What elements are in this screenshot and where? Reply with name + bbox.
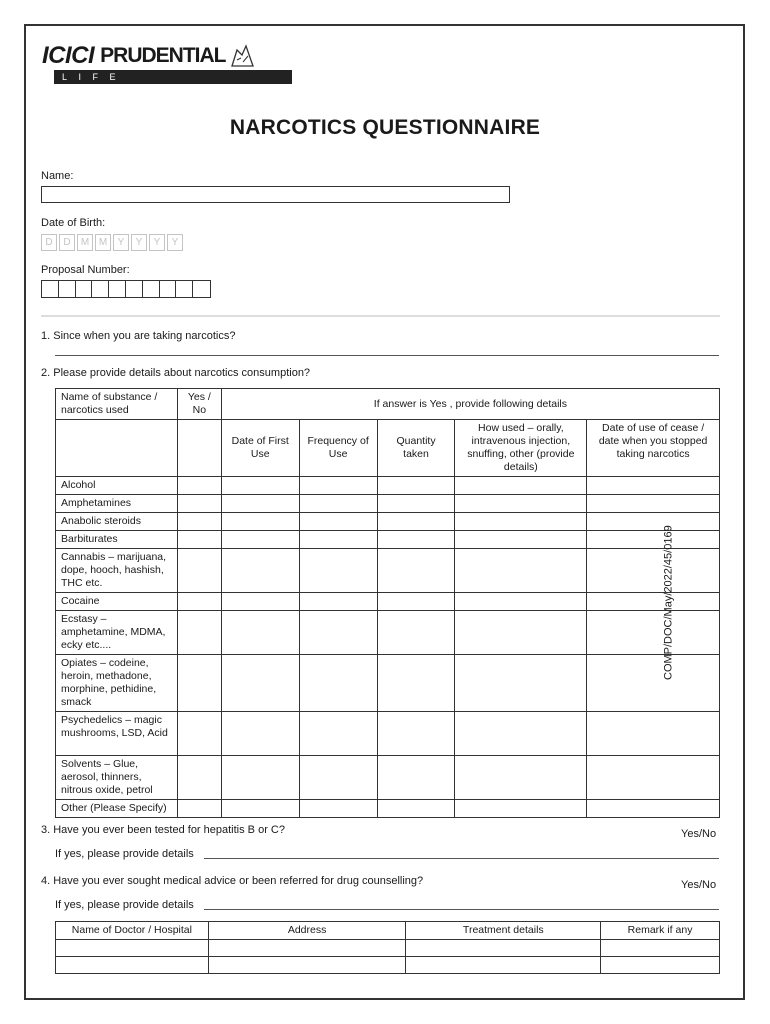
- dob-cell[interactable]: Y: [167, 234, 183, 251]
- header-doctor: Name of Doctor / Hospital: [56, 922, 209, 940]
- header-remark: Remark if any: [601, 922, 720, 940]
- header-frequency: Frequency of Use: [299, 420, 377, 477]
- table-row: Cannabis – marijuana, dope, hooch, hashish, THC etc.: [56, 549, 720, 593]
- name-label: Name:: [41, 170, 74, 182]
- table-row: Barbiturates: [56, 531, 720, 549]
- question-1: 1. Since when you are taking narcotics?: [41, 330, 236, 342]
- question-2: 2. Please provide details about narcotics consumption?: [41, 367, 311, 379]
- header-substance: Name of substance / narcotics used: [56, 389, 178, 420]
- table-row: Ecstasy – amphetamine, MDMA, ecky etc....: [56, 611, 720, 655]
- header-how-used: How used – orally, intravenous injection, snuffing, other (provide details): [455, 420, 587, 477]
- logo-tagline: LIFE INSURANCE: [54, 70, 292, 84]
- q4-yes-no[interactable]: Yes/No: [681, 879, 717, 891]
- q4-details-label: If yes, please provide details: [55, 899, 194, 911]
- proposal-number-field[interactable]: [41, 280, 211, 298]
- dob-cell[interactable]: M: [95, 234, 111, 251]
- table-row: Other (Please Specify): [56, 800, 720, 818]
- company-logo: [42, 42, 312, 96]
- name-field[interactable]: [41, 186, 510, 203]
- table-row: [56, 940, 720, 957]
- question-4: 4. Have you ever sought medical advice or been referred for drug counselling?: [41, 875, 424, 887]
- dob-cell[interactable]: Y: [149, 234, 165, 251]
- answer-1-line[interactable]: [55, 341, 719, 356]
- dob-cell[interactable]: Y: [131, 234, 147, 251]
- header-address: Address: [208, 922, 406, 940]
- header-quantity: Quantity taken: [377, 420, 455, 477]
- proposal-label: Proposal Number:: [41, 264, 130, 276]
- q4-details-line[interactable]: [204, 897, 719, 910]
- document-code: COMP/DOC/May/2022/45/0169: [662, 525, 675, 680]
- header-yesno: Yes / No: [177, 389, 221, 420]
- logo-name: PRUDENTIAL: [100, 44, 226, 67]
- table-row: Alcohol: [56, 477, 720, 495]
- header-first-use: Date of First Use: [221, 420, 299, 477]
- dob-cell[interactable]: D: [59, 234, 75, 251]
- q3-details-line[interactable]: [204, 846, 719, 859]
- table-row: Anabolic steroids: [56, 513, 720, 531]
- doctor-table: [55, 921, 720, 974]
- rock-emblem-icon: [229, 44, 255, 68]
- q3-details-label: If yes, please provide details: [55, 848, 194, 860]
- table-row: Psychedelics – magic mushrooms, LSD, Acid: [56, 712, 720, 756]
- narcotics-table: [55, 388, 720, 818]
- divider: [41, 315, 720, 317]
- table-row: [56, 957, 720, 974]
- dob-cell[interactable]: Y: [113, 234, 129, 251]
- dob-cell[interactable]: M: [77, 234, 93, 251]
- table-row: Solvents – Glue, aerosol, thinners, nitrous oxide, petrol: [56, 756, 720, 800]
- header-cease: Date of use of cease / date when you stopped taking narcotics: [587, 420, 720, 477]
- logo-brand: ICICI: [42, 42, 95, 69]
- question-3: 3. Have you ever been tested for hepatitis B or C?: [41, 824, 285, 836]
- table-row: Cocaine: [56, 593, 720, 611]
- header-if-yes: If answer is Yes , provide following details: [221, 389, 719, 420]
- header-treatment: Treatment details: [406, 922, 601, 940]
- dob-label: Date of Birth:: [41, 217, 106, 229]
- table-row: Amphetamines: [56, 495, 720, 513]
- dob-field[interactable]: [41, 234, 183, 251]
- q3-yes-no[interactable]: Yes/No: [681, 828, 717, 840]
- dob-cell[interactable]: D: [41, 234, 57, 251]
- table-row: Opiates – codeine, heroin, methadone, morphine, pethidine, smack: [56, 655, 720, 712]
- page-title: NARCOTICS QUESTIONNAIRE: [229, 116, 541, 139]
